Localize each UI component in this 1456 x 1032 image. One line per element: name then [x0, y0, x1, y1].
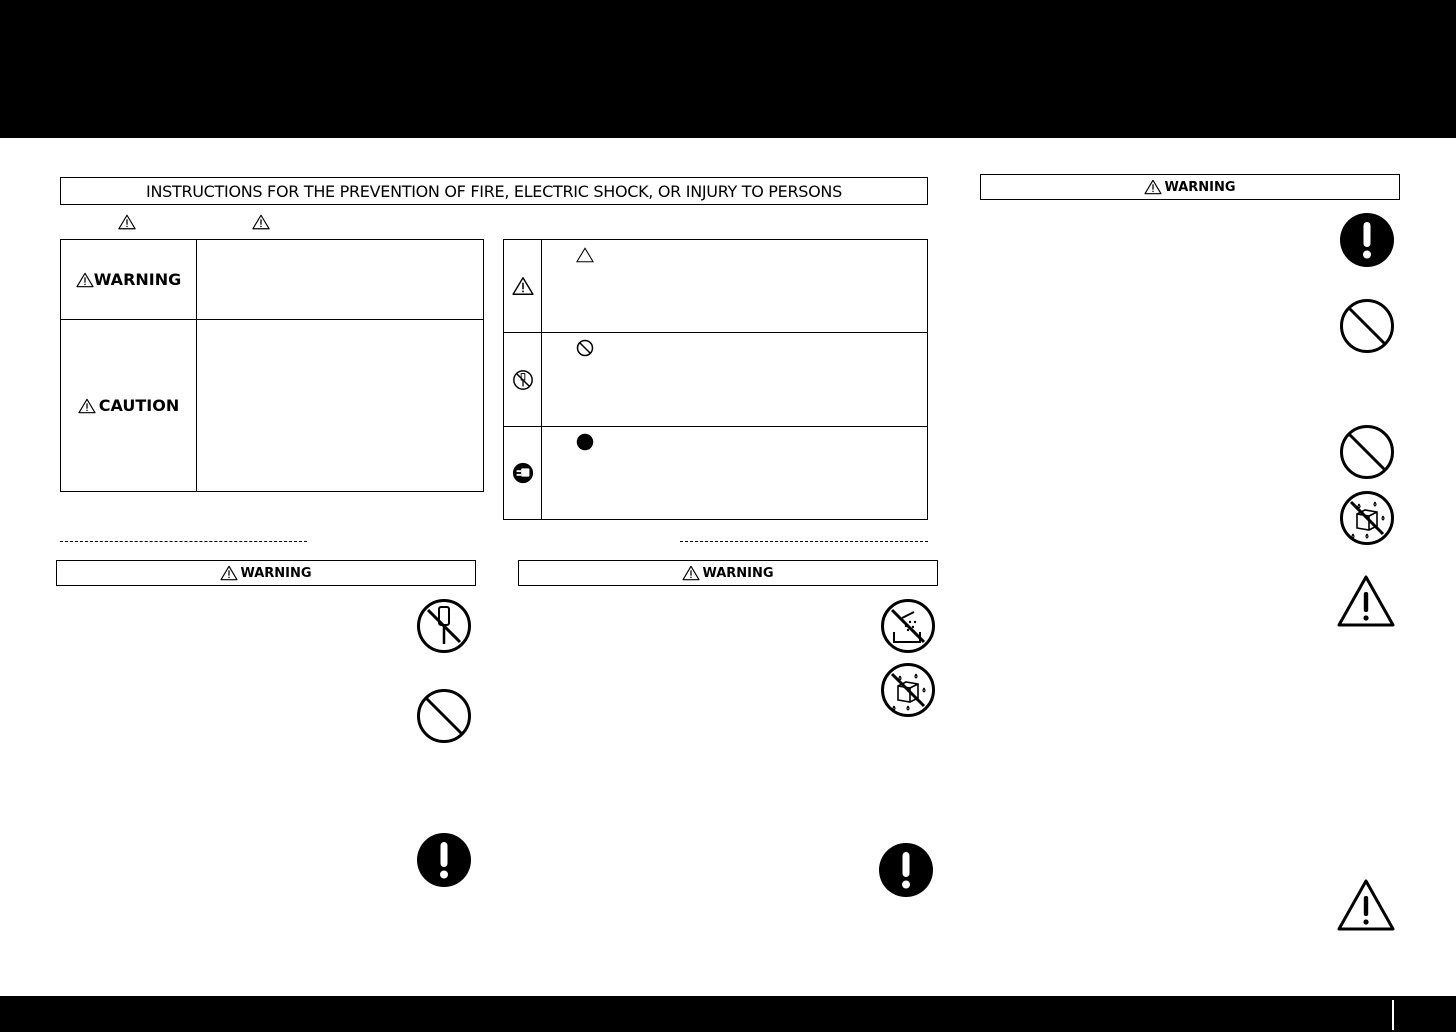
warning-triangle-icon: [682, 565, 700, 581]
triangle-outline-icon: [576, 246, 594, 264]
symbol-row: [542, 427, 928, 520]
warning-triangle-icon: [1144, 179, 1162, 195]
warning-triangle-icon: [252, 213, 270, 231]
mandatory-action-icon: [416, 832, 472, 888]
mandatory-action-icon: [1339, 212, 1395, 268]
warning-label: WARNING: [61, 270, 196, 289]
do-not-disassemble-icon: [504, 369, 541, 391]
right-warning-bar: WARNING: [980, 174, 1400, 200]
symbols-table: [503, 239, 928, 520]
warning-triangle-icon: [504, 276, 541, 296]
divider: [60, 541, 307, 542]
footer-divider: [1392, 1000, 1394, 1030]
caution-triangle-icon: [1336, 878, 1396, 932]
no-water-exposure-icon: [880, 598, 936, 654]
caution-triangle-icon: [1336, 574, 1396, 628]
warning-triangle-icon: [76, 272, 94, 288]
prohibition-icon: [1339, 298, 1395, 354]
caution-description: [197, 320, 484, 492]
unplug-icon: [504, 462, 541, 484]
prohibition-icon: [416, 688, 472, 744]
signal-word-table: [60, 239, 484, 492]
divider: [680, 541, 928, 542]
main-title-text: INSTRUCTIONS FOR THE PREVENTION OF FIRE, ELECTRIC SHOCK, OR INJURY TO PERSONS: [146, 181, 842, 201]
warning-triangle-icon: [118, 213, 136, 231]
do-not-disassemble-icon: [416, 598, 472, 654]
symbol-row: [542, 240, 928, 333]
footer-bar: [0, 996, 1456, 1032]
no-liquids-icon: [880, 662, 936, 718]
caution-label: CAUTION: [61, 396, 196, 415]
prohibition-icon: [1339, 424, 1395, 480]
header-bar: [0, 0, 1456, 138]
no-liquids-icon: [1339, 490, 1395, 546]
warning-description: [197, 240, 484, 320]
middle-warning-bar: WARNING: [518, 560, 938, 586]
main-title: [60, 177, 928, 205]
symbol-row: [542, 333, 928, 427]
prohibition-circle-icon: [576, 339, 594, 357]
warning-triangle-icon: [78, 398, 96, 414]
filled-circle-icon: [576, 433, 594, 451]
mandatory-action-icon: [878, 842, 934, 898]
left-warning-bar: WARNING: [56, 560, 476, 586]
warning-triangle-icon: [220, 565, 238, 581]
